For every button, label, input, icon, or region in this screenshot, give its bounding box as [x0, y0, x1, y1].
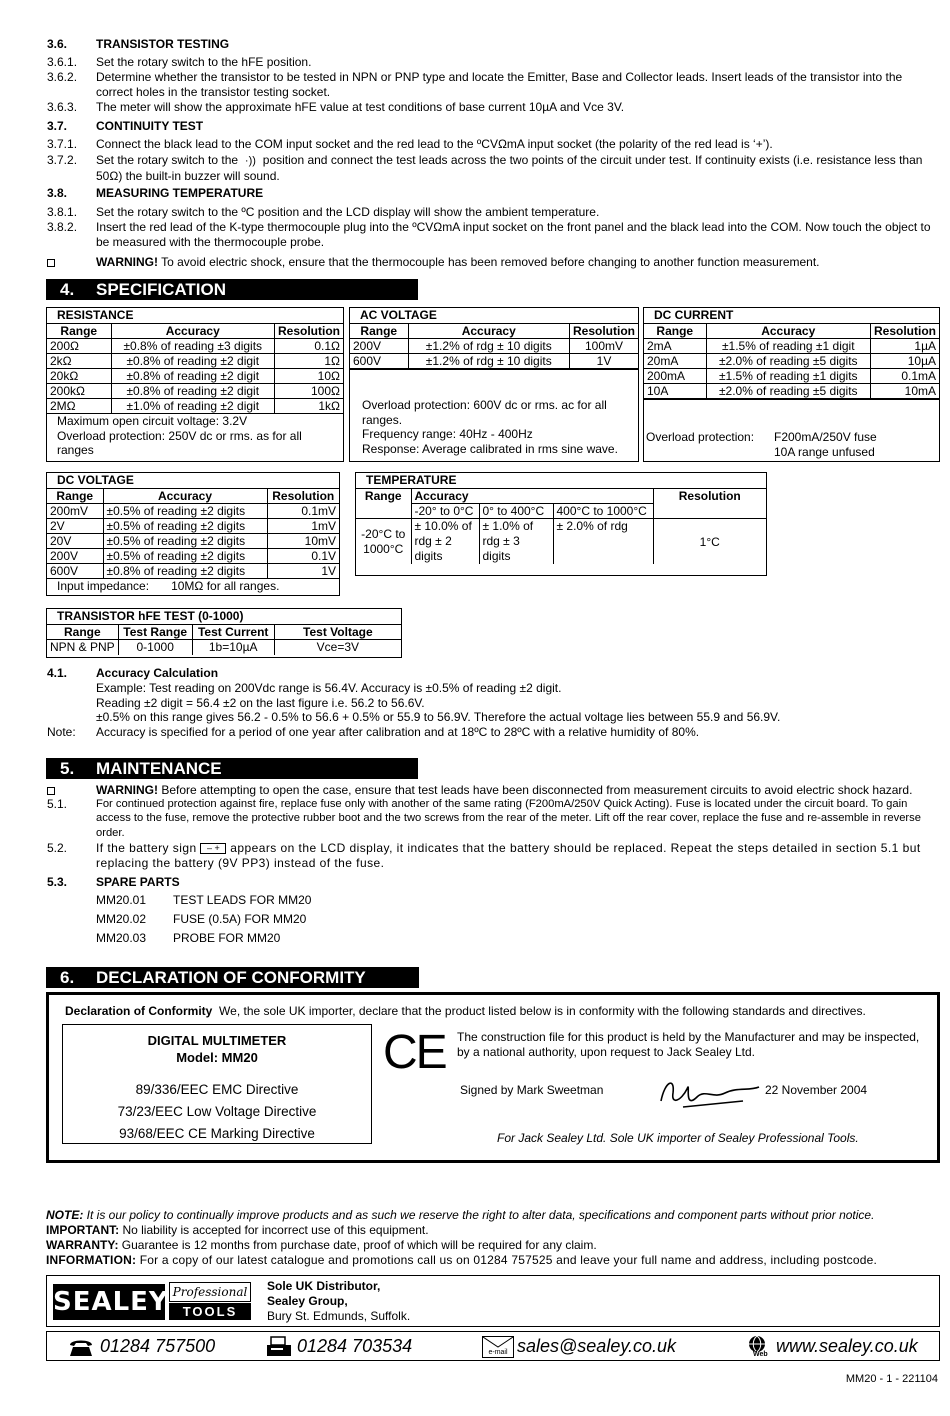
item-text: The meter will show the approximate hFE value at test conditions of base current 10µA and Vce 3V. — [96, 100, 625, 114]
resistance-table — [47, 323, 343, 414]
box-title: AC VOLTAGE — [360, 308, 437, 322]
item-text-b: appears on the LCD display, it indicates that the battery should be replaced. Repeat the steps detailed in section 5.1 but replacing the battery (9V PP3) instead of the fuse. — [96, 841, 921, 870]
footer-important: IMPORTANT: No liability is accepted for incorrect use of this equipment. — [46, 1223, 429, 1237]
item-text-b: position and connect the test leads across the two points of the circuit under test. If continuity exists (i.e. resistance less than 50Ω) the built-in buzzer will sound. — [96, 153, 923, 183]
email-icon-label: e-mail — [488, 1349, 508, 1356]
box-note: F200mA/250V fuse — [774, 430, 877, 444]
warning-body: Before attempting to open the case, ensure that test leads have been disconnected from measurement circuits to avoid electric shock hazard. — [158, 783, 913, 797]
table-row: 200Ω ±0.8% of reading ±3 digits 0.1Ω — [47, 339, 343, 354]
section-bar-number: 6. — [60, 968, 75, 987]
dccurrent-table — [644, 323, 939, 399]
section-bar-number: 5. — [60, 759, 75, 778]
declaration-text: We, the sole UK importer, declare that the product listed below is in conformity with the following standards and directives. — [219, 1004, 866, 1018]
box-note: Maximum open circuit voltage: 3.2V — [57, 414, 248, 428]
declaration-label: Declaration of Conformity — [65, 1004, 213, 1018]
distributor-box — [46, 1275, 940, 1327]
col-header: Range — [356, 489, 411, 519]
directive: 73/23/EEC Low Voltage Directive — [117, 1104, 317, 1119]
table-row: 200V ±0.5% of reading ±2 digits 0.1V — [47, 549, 339, 564]
section-number: 3.8. — [47, 186, 68, 200]
table-row: 200kΩ ±0.8% of reading ±2 digit 100Ω — [47, 384, 343, 399]
calc-line: Reading ±2 digit = 56.4 ±2 on the last figure i.e. 56.2 to 56.6V. — [96, 696, 425, 710]
col-header: Accuracy — [408, 324, 570, 339]
email-link[interactable]: sales@sealey.co.uk — [517, 1336, 677, 1356]
temperature-box — [355, 472, 767, 576]
item-text: Set the rotary switch to the hFE position. — [96, 55, 312, 69]
box-note: Response: Average calibrated in rms sine wave. — [362, 441, 618, 456]
declaration-box — [46, 992, 940, 1163]
item-text: Connect the black lead to the COM input socket and the red lead to the ºCVΩmA input socket (the polarity of the red lead is ‘+’). — [96, 137, 773, 151]
phone-number[interactable]: 01284 757500 — [100, 1336, 216, 1356]
box-title: TEMPERATURE — [366, 473, 457, 487]
item-number: 5.3. — [47, 875, 68, 889]
table-row: 20kΩ ±0.8% of reading ±2 digit 10Ω — [47, 369, 343, 384]
distributor-line: Sole UK Distributor, — [267, 1279, 381, 1293]
col-header: Range — [47, 625, 118, 640]
warning-label: WARNING! — [96, 783, 158, 797]
table-row: 600V ±0.8% of reading ±2 digits 1V — [47, 564, 339, 579]
part-code: MM20.03 — [96, 931, 147, 945]
table-row: 200mV ±0.5% of reading ±2 digits 0.1mV — [47, 504, 339, 519]
dcvoltage-table — [47, 488, 339, 579]
table-row: NPN & PNP 0-1000 1b=10µA Vce=3V — [47, 640, 401, 655]
calc-line: Example: Test reading on 200Vdc range is 56.4V. Accuracy is ±0.5% of reading ±2 digit. — [96, 681, 562, 695]
section-title: TRANSISTOR TESTING — [96, 37, 230, 51]
signed-for: For Jack Sealey Ltd. Sole UK importer of Sealey Professional Tools. — [497, 1131, 859, 1145]
product-model: Model: MM20 — [176, 1050, 258, 1065]
professional-logo: Professional — [169, 1282, 251, 1302]
section-number: 4.1. — [47, 666, 68, 680]
section-number: 3.6. — [47, 37, 68, 51]
col-header: Resolution — [267, 489, 339, 504]
buzzer-icon: ·)) — [244, 155, 256, 167]
directive: 89/336/EEC EMC Directive — [135, 1082, 299, 1097]
item-text-a: If the battery sign — [96, 841, 197, 855]
box-note: Overload protection: — [646, 430, 755, 444]
box-title: DC VOLTAGE — [57, 473, 134, 487]
signature-image — [653, 1071, 763, 1115]
web-icon-label: Web — [753, 1351, 768, 1358]
battery-icon: – + — [200, 843, 226, 854]
directive: 93/68/EEC CE Marking Directive — [119, 1126, 315, 1141]
col-header: Accuracy — [706, 324, 871, 339]
item-text: Set the rotary switch to the ºC position and the LCD display will show the ambient temperature. — [96, 205, 600, 219]
resistance-box — [46, 307, 344, 462]
item-number: 5.1. — [47, 797, 68, 811]
col-header: Range — [350, 324, 408, 339]
table-row: 600V ±1.2% of rdg ± 10 digits 1V — [350, 354, 638, 369]
section-bar — [46, 279, 418, 300]
ce-mark-icon: CE — [383, 1026, 446, 1079]
document-code: MM20 - 1 - 221104 — [845, 1373, 938, 1385]
box-title: TRANSISTOR hFE TEST (0-1000) — [57, 609, 244, 623]
item-text-a: Set the rotary switch to the — [96, 153, 239, 167]
section-bar-title: DECLARATION OF CONFORMITY — [96, 968, 366, 987]
table-row: -20°C to 1000°C ± 10.0% of rdg ± 2 digits ± 1.0% of rdg ± 3 digits ± 2.0% of rdg 1°C — [356, 519, 766, 565]
warning-icon — [47, 255, 55, 270]
section-title: CONTINUITY TEST — [96, 119, 204, 133]
fax-icon — [265, 1335, 293, 1359]
email-icon — [482, 1336, 514, 1358]
sub-header: 0° to 400°C — [479, 504, 553, 519]
warning-label: WARNING! — [96, 255, 158, 269]
col-header: Range — [644, 324, 706, 339]
item-number: 3.6.3. — [47, 100, 78, 114]
acvoltage-box — [349, 307, 639, 462]
distributor-line: Bury St. Edmunds, Suffolk. — [267, 1309, 411, 1323]
section-title: MEASURING TEMPERATURE — [96, 186, 264, 200]
col-header: Test Voltage — [274, 625, 401, 640]
col-header: Accuracy — [103, 489, 267, 504]
dccurrent-box — [643, 307, 940, 462]
item-number: 5.2. — [47, 841, 68, 855]
footer-information: INFORMATION: For a copy of our latest catalogue and promotions call us on 01284 757525 and leave your full name and address, including postcode. — [46, 1253, 878, 1267]
phone-icon — [67, 1337, 95, 1357]
item-text — [96, 841, 938, 870]
table-row: 10A ±2.0% of reading ±5 digits 10mA — [644, 384, 939, 399]
section-bar-number: 4. — [60, 280, 75, 299]
product-name: DIGITAL MULTIMETER — [147, 1033, 287, 1048]
dcvoltage-box — [46, 472, 340, 596]
table-row: 2V ±0.5% of reading ±2 digits 1mV — [47, 519, 339, 534]
col-header: Resolution — [653, 489, 766, 519]
part-desc: TEST LEADS FOR MM20 — [173, 893, 312, 907]
table-row: 2MΩ ±1.0% of reading ±2 digit 1kΩ — [47, 399, 343, 414]
col-header: Test Current — [192, 625, 274, 640]
box-note: 10A range unfused — [774, 445, 875, 459]
col-header: Resolution — [275, 324, 344, 339]
box-title: DC CURRENT — [654, 308, 734, 322]
footer-note: NOTE: It is our policy to continually improve products and as such we reserve the right to alter data, specifications and component parts without prior notice. — [46, 1208, 875, 1222]
signed-date: 22 November 2004 — [765, 1083, 868, 1097]
box-note: Overload protection: 600V dc or rms. ac for all ranges. — [362, 398, 607, 427]
box-note: Input impedance: 10MΩ for all ranges. — [57, 579, 280, 593]
sub-header: -20° to 0°C — [411, 504, 479, 519]
fax-number[interactable]: 01284 703534 — [297, 1336, 413, 1356]
section-title: SPARE PARTS — [96, 875, 180, 889]
warning-text — [96, 255, 938, 270]
table-row: 20mA ±2.0% of reading ±5 digits 10µA — [644, 354, 939, 369]
warning-text — [96, 783, 938, 798]
part-desc: PROBE FOR MM20 — [173, 931, 281, 945]
col-header: Resolution — [570, 324, 639, 339]
section-bar — [46, 967, 419, 988]
col-header: Accuracy — [411, 489, 653, 504]
part-code: MM20.01 — [96, 893, 147, 907]
note-text: Accuracy is specified for a period of one year after calibration and at 18ºC to 28ºC with a relative humidity of 80%. — [96, 725, 700, 739]
tools-logo: TOOLS — [169, 1303, 251, 1320]
footer-warranty: WARRANTY: Guarantee is 12 months from purchase date, proof of which will be required for any claim. — [46, 1238, 597, 1252]
contact-bar — [46, 1331, 940, 1361]
web-link[interactable]: www.sealey.co.uk — [776, 1336, 918, 1356]
section-bar-title: SPECIFICATION — [96, 280, 227, 299]
warning-body: To avoid electric shock, ensure that the thermocouple has been removed before changing to another function measurement. — [158, 255, 820, 269]
sub-header: 400°C to 1000°C — [553, 504, 653, 519]
table-row: 20V ±0.5% of reading ±2 digits 10mV — [47, 534, 339, 549]
box-note: Overload protection: 250V dc or rms. as for all ranges — [57, 428, 302, 457]
box-note: Frequency range: 40Hz - 400Hz — [362, 427, 533, 441]
part-code: MM20.02 — [96, 912, 147, 926]
item-number: 3.8.2. — [47, 220, 78, 234]
table-row: 200mA ±1.5% of reading ±1 digits 0.1mA — [644, 369, 939, 384]
col-header: Accuracy — [111, 324, 275, 339]
table-row: 2kΩ ±0.8% of reading ±2 digit 1Ω — [47, 354, 343, 369]
item-number: 3.7.2. — [47, 153, 78, 167]
item-text — [96, 153, 938, 183]
distributor-line: Sealey Group, — [267, 1294, 348, 1308]
col-header: Test Range — [118, 625, 192, 640]
table-row: 2mA ±1.5% of reading ±1 digit 1µA — [644, 339, 939, 354]
section-bar — [46, 758, 418, 779]
col-header: Range — [47, 489, 103, 504]
sealey-logo: SEALEY — [53, 1284, 165, 1320]
table-row: 200V ±1.2% of rdg ± 10 digits 100mV — [350, 339, 638, 354]
item-number: 3.6.2. — [47, 70, 78, 84]
section-title: Accuracy Calculation — [96, 666, 219, 680]
hfe-table — [47, 624, 401, 655]
item-number: 3.8.1. — [47, 205, 78, 219]
box-title: RESISTANCE — [57, 308, 134, 322]
acvoltage-table — [350, 323, 638, 369]
temperature-table — [356, 488, 766, 564]
part-desc: FUSE (0.5A) FOR MM20 — [173, 912, 307, 926]
col-header: Resolution — [871, 324, 940, 339]
calc-line: ±0.5% on this range gives 56.2 - 0.5% to 56.6 + 0.5% or 55.9 to 56.9V. Therefore the actual voltage lies between 55.9 and 56.9V. — [96, 710, 781, 724]
hfe-box — [46, 608, 402, 658]
construction-text: The construction file for this product is held by the Manufacturer and may be inspected, by a national authority, upon request to Jack Sealey Ltd. — [457, 1030, 920, 1059]
product-box — [62, 1024, 372, 1144]
warning-icon — [47, 783, 55, 798]
note-label: Note: — [47, 725, 76, 739]
section-bar-title: MAINTENANCE — [96, 759, 222, 778]
item-text: For continued protection against fire, replace fuse only with another of the same rating (F200mA/250V Quick Acting). Fuse is located under the circuit board. To gain access to the fuse, remove the protective rubber boot and the two screws from the rear of the meter. Lift off the rear cover, replace the fuse and re-assemble in reverse order. — [96, 798, 921, 839]
section-number: 3.7. — [47, 119, 68, 133]
col-header: Range — [47, 324, 111, 339]
item-text: Determine whether the transistor to be tested in NPN or PNP type and locate the Emitter, Base and Collector leads. Insert leads of the transistor into the correct holes in the transistor testing socket. — [96, 70, 903, 99]
item-text: Insert the red lead of the K-type thermocouple plug into the ºCVΩmA input socket on the front panel and the black lead into the COM. Now touch the object to be measured with the thermocouple probe. — [96, 220, 931, 249]
declaration-intro — [65, 1004, 866, 1019]
web-icon — [745, 1335, 771, 1359]
item-number: 3.6.1. — [47, 55, 78, 69]
item-number: 3.7.1. — [47, 137, 78, 151]
signed-by: Signed by Mark Sweetman — [460, 1083, 604, 1097]
